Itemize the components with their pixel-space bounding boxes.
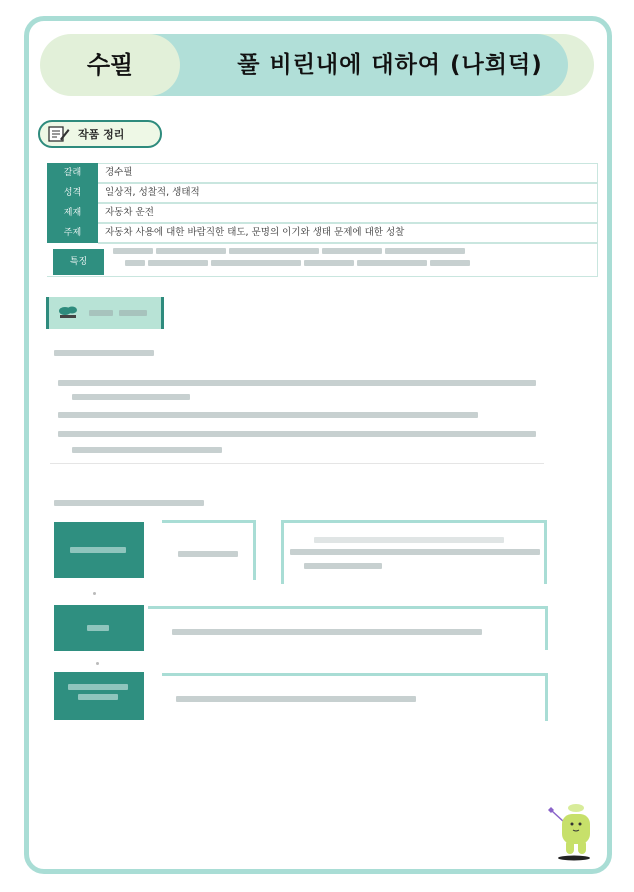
blurred-label — [87, 625, 109, 631]
blurred-line — [72, 447, 222, 453]
sprout-icon — [57, 303, 79, 321]
blurred-line — [290, 549, 540, 555]
table-row — [47, 203, 598, 223]
blurred-line — [178, 551, 238, 557]
blurred-line — [172, 629, 482, 635]
table-key: 주제 — [47, 223, 98, 243]
blurred-label — [70, 547, 126, 553]
table-key: 성격 — [47, 183, 98, 203]
diagram-label-box — [54, 522, 144, 578]
table-value: 자동차 사용에 대한 바람직한 태도, 문명의 이기와 생태 문제에 대한 성찰 — [105, 227, 405, 238]
table-cell-box — [98, 203, 598, 223]
table-value: 일상적, 성찰적, 생태적 — [105, 187, 200, 198]
connector-dot — [96, 662, 99, 665]
blurred-line — [54, 350, 154, 356]
table-row — [47, 163, 598, 183]
blurred-line — [72, 394, 190, 400]
section-heading-label: 작품 정리 — [78, 128, 125, 141]
notepad-pencil-icon — [48, 125, 70, 143]
table-value-blurred — [113, 245, 473, 269]
blurred-line — [54, 500, 204, 506]
table-row — [47, 223, 598, 243]
blurred-line — [176, 696, 416, 702]
table-value: 자동차 운전 — [105, 207, 154, 218]
genre-tag-label: 수필 — [86, 51, 134, 79]
diagram-label-box — [54, 672, 144, 720]
table-key: 특징 — [53, 249, 104, 275]
table-row — [47, 183, 598, 203]
diagram-box — [148, 606, 548, 650]
divider — [50, 463, 544, 464]
section-heading-summary — [38, 120, 162, 148]
genre-tag — [40, 34, 180, 96]
table-key: 갈래 — [47, 163, 98, 183]
summary-table — [47, 163, 598, 277]
table-key: 제재 — [47, 203, 98, 223]
diagram-box — [162, 520, 256, 580]
blurred-label — [68, 684, 128, 690]
blurred-line — [304, 563, 382, 569]
header-band — [40, 34, 594, 96]
mascot-icon — [540, 798, 604, 862]
diagram-box — [162, 673, 548, 721]
table-value: 경수필 — [105, 167, 133, 178]
blurred-label — [119, 310, 147, 316]
blurred-line — [58, 412, 478, 418]
page-title: 풀 비린내에 대하여 (나희덕) — [237, 52, 543, 78]
diagram-label-box — [54, 605, 144, 651]
blurred-line — [314, 537, 504, 543]
blurred-label — [78, 694, 118, 700]
table-cell-box — [98, 163, 598, 183]
blurred-line — [58, 431, 536, 437]
table-row — [47, 243, 598, 277]
connector-dot — [93, 592, 96, 595]
blurred-line — [58, 380, 536, 386]
blurred-label — [89, 310, 113, 316]
diagram-box — [281, 520, 547, 584]
section-heading-analysis — [46, 297, 164, 329]
